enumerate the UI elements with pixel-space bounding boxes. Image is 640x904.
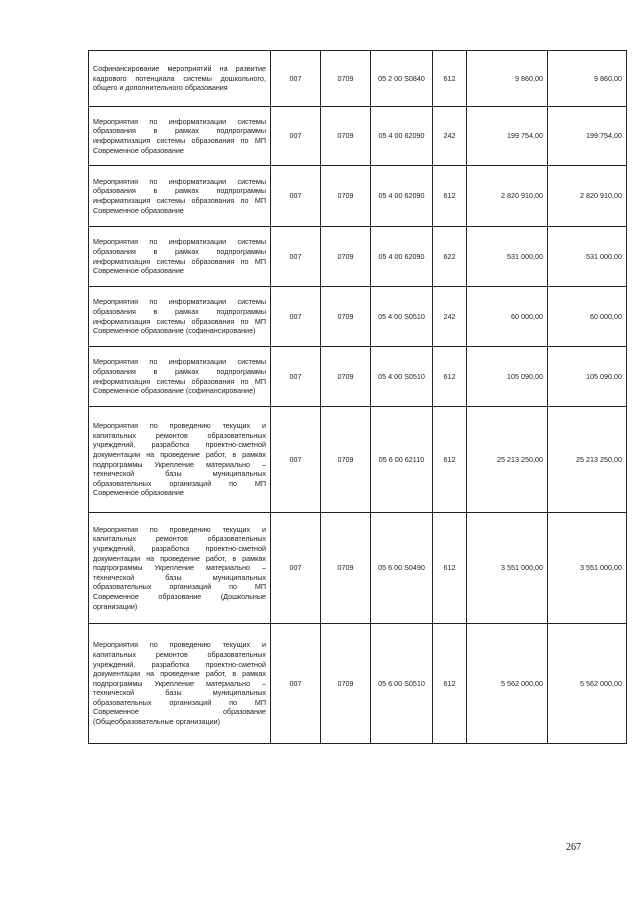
amount-plan: 9 860,00	[467, 51, 548, 107]
expense-type-code: 242	[433, 287, 467, 347]
amount-approved: 531 000,00	[548, 227, 627, 287]
section-code: 0709	[321, 407, 371, 513]
amount-plan: 199 754,00	[467, 107, 548, 166]
expense-name: Мероприятия по проведению текущих и капитальных ремонтов образовательных учреждений, разработка проектно-сметной документации на проведение работ, в рамках подпрограммы Укрепление материально – технической базы муниципальных образовательных организаций по МП Современное образование (Дошкольные организации)	[89, 513, 271, 624]
amount-plan: 3 551 000,00	[467, 513, 548, 624]
amount-approved: 5 562 000,00	[548, 624, 627, 744]
amount-approved: 2 820 910,00	[548, 166, 627, 227]
department-code: 007	[271, 624, 321, 744]
section-code: 0709	[321, 227, 371, 287]
department-code: 007	[271, 407, 321, 513]
department-code: 007	[271, 166, 321, 227]
expense-type-code: 612	[433, 347, 467, 407]
amount-plan: 25 213 250,00	[467, 407, 548, 513]
target-article-code: 05 6 00 S0490	[371, 513, 433, 624]
expense-name: Мероприятия по информатизации системы образования в рамках подпрограммы информатизация системы образования по МП Современное образование (софинансирование)	[89, 347, 271, 407]
expense-name: Мероприятия по информатизации системы образования в рамках подпрограммы информатизация системы образования по МП Современное образование	[89, 227, 271, 287]
amount-plan: 105 090,00	[467, 347, 548, 407]
amount-approved: 3 551 000,00	[548, 513, 627, 624]
expense-type-code: 612	[433, 407, 467, 513]
department-code: 007	[271, 513, 321, 624]
section-code: 0709	[321, 107, 371, 166]
section-code: 0709	[321, 51, 371, 107]
department-code: 007	[271, 227, 321, 287]
table-row	[89, 166, 627, 227]
section-code: 0709	[321, 287, 371, 347]
department-code: 007	[271, 107, 321, 166]
department-code: 007	[271, 51, 321, 107]
expense-name: Софинансирование мероприятий на развитие кадрового потенциала системы дошкольного, общего и дополнительного образования	[89, 51, 271, 107]
target-article-code: 05 4 00 S0510	[371, 287, 433, 347]
table-row	[89, 347, 627, 407]
target-article-code: 05 6 00 S0510	[371, 624, 433, 744]
target-article-code: 05 2 00 S0840	[371, 51, 433, 107]
target-article-code: 05 4 00 62090	[371, 166, 433, 227]
expense-name: Мероприятия по информатизации системы образования в рамках подпрограммы информатизация системы образования по МП Современное образование	[89, 166, 271, 227]
section-code: 0709	[321, 624, 371, 744]
table-row	[89, 227, 627, 287]
target-article-code: 05 6 00 62110	[371, 407, 433, 513]
expense-name: Мероприятия по проведению текущих и капитальных ремонтов образовательных учреждений, разработка проектно-сметной документации на проведение работ, в рамках подпрограммы Укрепление материально – технической базы муниципальных образовательных организаций по МП Современное образование	[89, 407, 271, 513]
department-code: 007	[271, 347, 321, 407]
amount-approved: 60 000,00	[548, 287, 627, 347]
expense-name: Мероприятия по информатизации системы образования в рамках подпрограммы информатизация системы образования по МП Современное образование (софинансирование)	[89, 287, 271, 347]
expense-type-code: 242	[433, 107, 467, 166]
amount-approved: 105 090,00	[548, 347, 627, 407]
amount-plan: 60 000,00	[467, 287, 548, 347]
amount-plan: 5 562 000,00	[467, 624, 548, 744]
section-code: 0709	[321, 513, 371, 624]
amount-approved: 199 754,00	[548, 107, 627, 166]
amount-approved: 9 860,00	[548, 51, 627, 107]
department-code: 007	[271, 287, 321, 347]
amount-plan: 531 000,00	[467, 227, 548, 287]
target-article-code: 05 4 00 62090	[371, 227, 433, 287]
table-row	[89, 107, 627, 166]
target-article-code: 05 4 00 62090	[371, 107, 433, 166]
budget-table	[88, 50, 627, 744]
expense-type-code: 612	[433, 624, 467, 744]
table-row	[89, 624, 627, 744]
amount-approved: 25 213 250,00	[548, 407, 627, 513]
amount-plan: 2 820 910,00	[467, 166, 548, 227]
table-row	[89, 51, 627, 107]
expense-type-code: 612	[433, 513, 467, 624]
expense-name: Мероприятия по информатизации системы образования в рамках подпрограммы информатизация системы образования по МП Современное образование	[89, 107, 271, 166]
table-row	[89, 513, 627, 624]
page-number: 267	[566, 842, 581, 853]
expense-type-code: 612	[433, 51, 467, 107]
section-code: 0709	[321, 347, 371, 407]
expense-type-code: 612	[433, 166, 467, 227]
expense-type-code: 622	[433, 227, 467, 287]
target-article-code: 05 4 00 S0510	[371, 347, 433, 407]
table-row	[89, 407, 627, 513]
expense-name: Мероприятия по проведению текущих и капитальных ремонтов образовательных учреждений, разработка проектно-сметной документации на проведение работ, в рамках подпрограммы Укрепление материально – технической базы муниципальных образовательных организаций по МП Современное образование (Общеобразовательные организации)	[89, 624, 271, 744]
table-row	[89, 287, 627, 347]
section-code: 0709	[321, 166, 371, 227]
